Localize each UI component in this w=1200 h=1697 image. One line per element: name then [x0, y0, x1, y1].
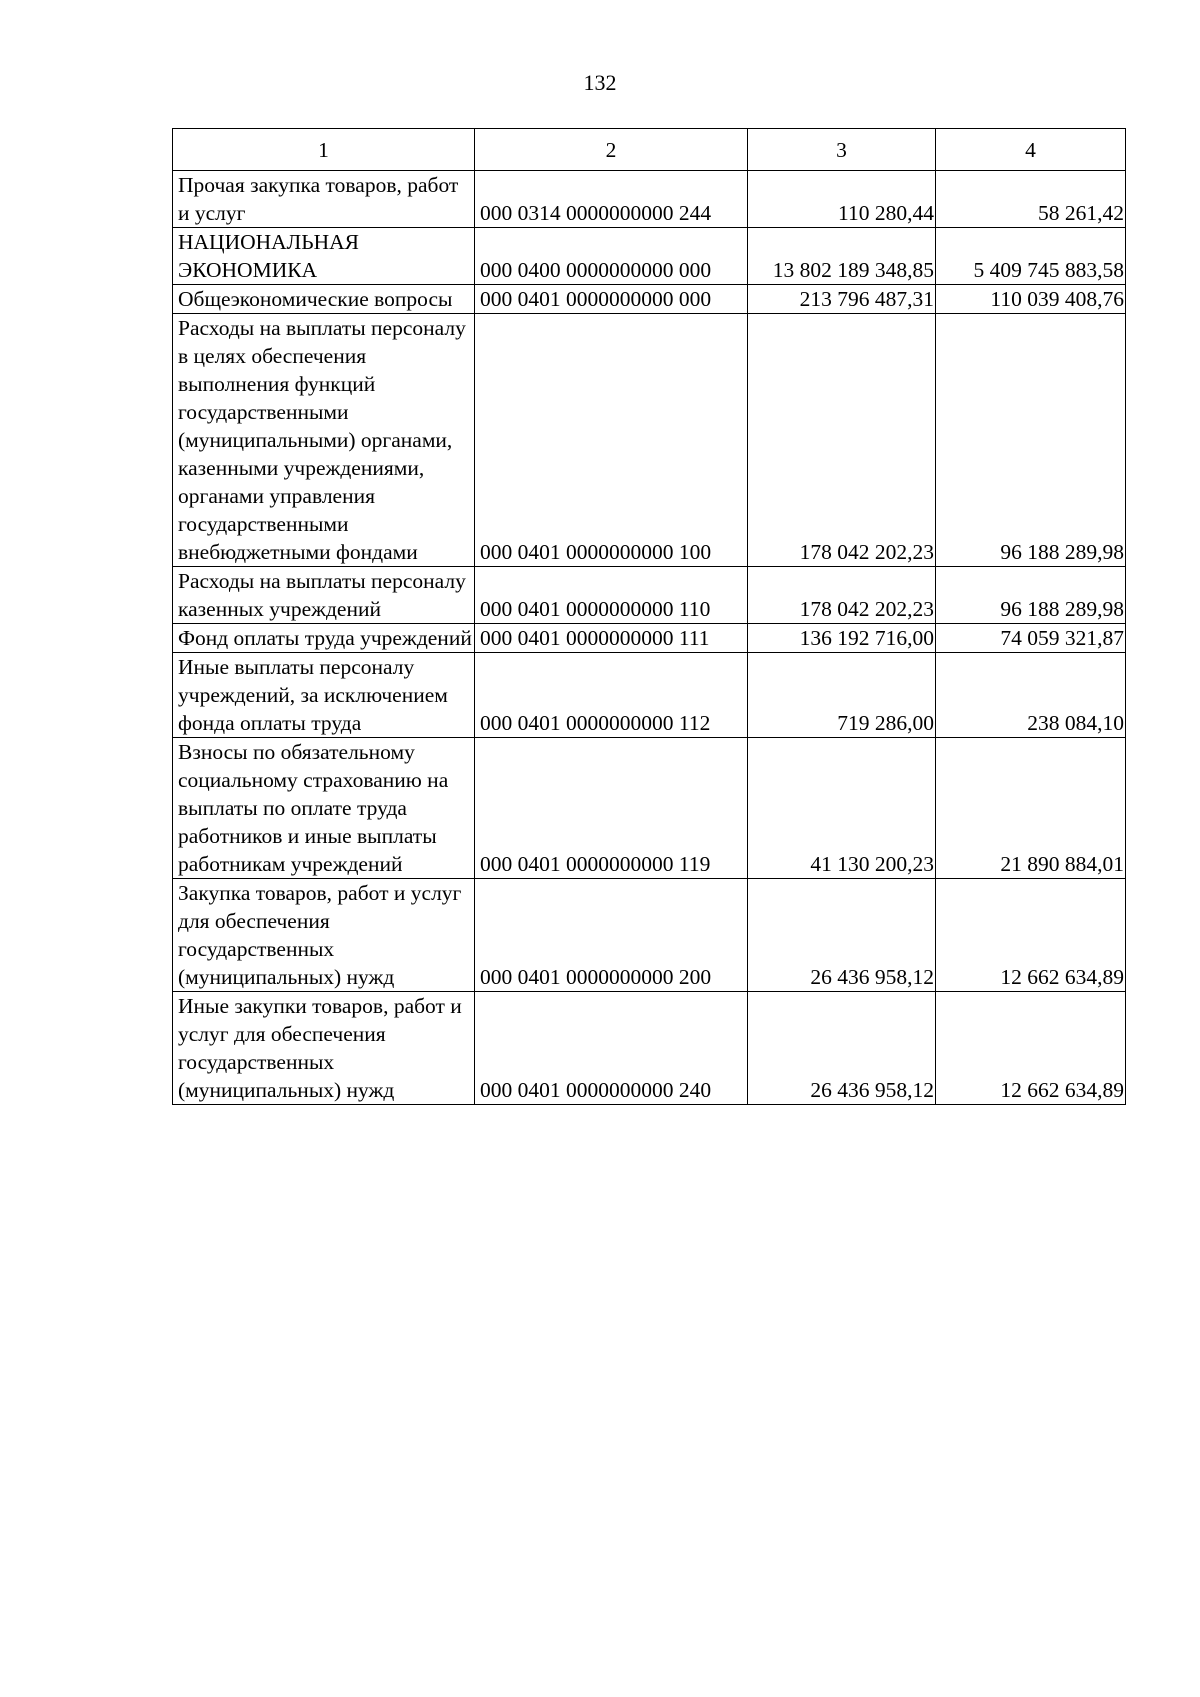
row-value-4: 110 039 408,76	[936, 285, 1126, 314]
row-value-3: 13 802 189 348,85	[748, 228, 936, 285]
row-value-4: 96 188 289,98	[936, 314, 1126, 567]
row-code: 000 0400 0000000000 000	[475, 228, 748, 285]
row-code: 000 0401 0000000000 240	[475, 992, 748, 1105]
table-row	[173, 228, 1126, 285]
row-value-4: 5 409 745 883,58	[936, 228, 1126, 285]
table-row	[173, 567, 1126, 624]
table-row	[173, 653, 1126, 738]
row-code: 000 0401 0000000000 119	[475, 738, 748, 879]
row-name: Фонд оплаты труда учреждений	[173, 624, 475, 653]
table-row	[173, 624, 1126, 653]
row-name: Иные выплаты персоналу учреждений, за исключением фонда оплаты труда	[173, 653, 475, 738]
row-code: 000 0401 0000000000 000	[475, 285, 748, 314]
row-name: Общеэкономические вопросы	[173, 285, 475, 314]
row-name: Расходы на выплаты персоналу казенных учреждений	[173, 567, 475, 624]
table-row	[173, 285, 1126, 314]
table-row	[173, 314, 1126, 567]
row-value-3: 178 042 202,23	[748, 567, 936, 624]
row-value-4: 58 261,42	[936, 171, 1126, 228]
row-name: Иные закупки товаров, работ и услуг для обеспечения государственных (муниципальных) нужд	[173, 992, 475, 1105]
header-cell: 1	[173, 129, 475, 171]
row-name: Прочая закупка товаров, работ и услуг	[173, 171, 475, 228]
row-value-4: 74 059 321,87	[936, 624, 1126, 653]
row-name: Закупка товаров, работ и услуг для обеспечения государственных (муниципальных) нужд	[173, 879, 475, 992]
row-value-3: 178 042 202,23	[748, 314, 936, 567]
row-name: Расходы на выплаты персоналу в целях обеспечения выполнения функций государственными (муниципальными) органами, казенными учреждениями, органами управления государственными внебюджетными фондами	[173, 314, 475, 567]
header-cell: 2	[475, 129, 748, 171]
row-code: 000 0401 0000000000 200	[475, 879, 748, 992]
row-value-4: 96 188 289,98	[936, 567, 1126, 624]
table-row	[173, 992, 1126, 1105]
row-code: 000 0314 0000000000 244	[475, 171, 748, 228]
page-number: 132	[583, 70, 617, 95]
row-value-4: 21 890 884,01	[936, 738, 1126, 879]
row-value-3: 26 436 958,12	[748, 879, 936, 992]
table-row	[173, 171, 1126, 228]
row-name: Взносы по обязательному социальному страхованию на выплаты по оплате труда работников и иные выплаты работникам учреждений	[173, 738, 475, 879]
row-value-3: 26 436 958,12	[748, 992, 936, 1105]
row-value-4: 12 662 634,89	[936, 992, 1126, 1105]
row-code: 000 0401 0000000000 100	[475, 314, 748, 567]
row-value-3: 136 192 716,00	[748, 624, 936, 653]
row-name: НАЦИОНАЛЬНАЯ ЭКОНОМИКА	[173, 228, 475, 285]
table-row	[173, 879, 1126, 992]
header-cell: 4	[936, 129, 1126, 171]
row-value-3: 719 286,00	[748, 653, 936, 738]
header-row	[173, 129, 1126, 171]
budget-table	[172, 128, 1126, 1105]
row-value-3: 41 130 200,23	[748, 738, 936, 879]
row-value-3: 213 796 487,31	[748, 285, 936, 314]
row-code: 000 0401 0000000000 111	[475, 624, 748, 653]
row-code: 000 0401 0000000000 112	[475, 653, 748, 738]
row-value-4: 238 084,10	[936, 653, 1126, 738]
row-value-4: 12 662 634,89	[936, 879, 1126, 992]
table-row	[173, 738, 1126, 879]
row-value-3: 110 280,44	[748, 171, 936, 228]
header-cell: 3	[748, 129, 936, 171]
row-code: 000 0401 0000000000 110	[475, 567, 748, 624]
